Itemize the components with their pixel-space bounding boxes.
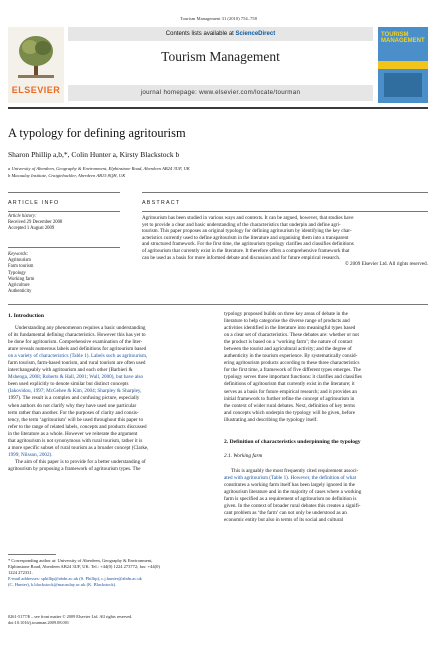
abstract-copyright: © 2009 Elsevier Ltd. All rights reserved. [344, 261, 428, 268]
footnote-line: (C. Hunter), k.blackstock@macaulay.ac.uk (K. Blackstock). [8, 582, 117, 587]
article-history [8, 214, 120, 233]
footnote-line: * Corresponding author at: University of Aberdeen, Geography & Environment, [8, 558, 153, 563]
keyword: Farm tourism [8, 264, 34, 270]
body-line: term rather than another. For the purposes of clarity and consis- [8, 409, 139, 416]
body-line: be done for agritourism. Comprehensive examination of the liter- [8, 339, 143, 346]
introduction-heading: 1. Introduction [8, 313, 44, 319]
body-line: ering agritourism products according to these three characteristics [224, 360, 360, 367]
keywords-label: Keywords: [8, 252, 29, 257]
introduction-body [8, 325, 212, 473]
footnote-line: E-mail addresses: sphillip@abdn.ac.uk (S. Phillip), c.j.hunter@abdn.ac.uk [8, 576, 142, 581]
abstract-body [142, 215, 428, 268]
body-line: in the literature as a whole. However we reiterate the argument [8, 430, 138, 437]
body-line: on a variety of characteristics (Table 1). Labels such as agritourism, [8, 353, 148, 360]
body-line: of its fundamental defining characteristics. However this has yet to [8, 332, 146, 339]
contents-prefix: Contents lists available at [165, 31, 236, 37]
journal-banner [68, 27, 373, 103]
body-line: typology serves three important functions: it clarifies and classifies [224, 374, 362, 381]
body-line: tency, the term ‘agritourism’ will be used throughout this paper to [8, 416, 144, 423]
abstract-line: tourism. This paper proposes an original typology for defining agritourism by identifying the key char- [142, 228, 352, 235]
history-label: Article history: [8, 214, 37, 219]
footnote-line: Elphinstone Road, Aberdeen AB24 3UF, UK. Tel.: +44(0) 1224 273772; fax: +44(0) [8, 564, 160, 569]
journal-homepage-link[interactable]: journal homepage: www.elsevier.com/locate/tourman [68, 85, 373, 101]
doi-line: doi:10.1016/j.tourman.2009.08.001 [8, 620, 69, 625]
keyword: Authenticity [8, 289, 32, 295]
abstract-line: acteristics currently used to define agritourism in the literature and organising them into a transparent [142, 234, 349, 241]
body-line: initial framework to further refine the concept of agritourism in [224, 395, 355, 402]
body-line: agritourism literature and in the majority of cases where a working [224, 489, 362, 496]
article-authors: Sharon Phillip a,b,*, Colin Hunter a, Kirsty Blackstock b [8, 150, 180, 159]
typology-intro [224, 311, 428, 424]
body-line: cant problem as ‘the farm’ can not only be understood as an [224, 510, 347, 517]
body-line: been used explicitly to denote similar but distinct concepts [8, 381, 129, 388]
contents-bar [68, 27, 373, 41]
journal-citation: Tourism Management 31 (2010) 754–758 [180, 16, 257, 21]
footnote-rule [8, 554, 56, 555]
cover-band [378, 61, 428, 69]
publisher-name: ELSEVIER [11, 85, 61, 95]
body-line: (Iakovidou, 1997; McGehee & Kim, 2004; Sharpley & Sharpley, [8, 388, 142, 395]
front-matter-footer [8, 614, 308, 626]
keyword: Agritourism [8, 258, 31, 264]
body-line: farm is specified as a requirement of agritourism no definition is [224, 496, 357, 503]
header-divider [8, 107, 428, 109]
abstract-line: can be used as a basis for more informed debate and discussion and for future empirical research. [142, 254, 341, 261]
abstract-rule-2 [142, 211, 428, 212]
body-line: constitutes a working farm itself has been largely ignored in the [224, 482, 355, 489]
journal-header [8, 27, 428, 103]
body-line: definitions of agritourism that currently exist in the literature; it [224, 381, 355, 388]
working-farm-body [224, 468, 428, 524]
body-divider [8, 304, 428, 305]
body-line: and concepts which underpin the typology will be given, before [224, 409, 356, 416]
section-2-heading: 2. Definition of characteristics underpinning the typology [224, 439, 361, 445]
issn-line: 0261-5177/$ – see front matter © 2009 Elsevier Ltd. All rights reserved. [8, 614, 133, 619]
body-line: given. In the context of broader rural debates this creates a signifi- [224, 503, 361, 510]
body-line: This is arguably the most frequently cited requirement associ- [231, 468, 359, 474]
abstract-line: yet to provide a clear and basic understanding of the characteristics that underpin and define agri- [142, 221, 341, 228]
sciencedirect-link[interactable]: ScienceDirect [235, 31, 276, 37]
cover-image [384, 73, 422, 97]
working-farm-subheading: 2.1. Working farm [224, 453, 263, 459]
keywords-block [8, 252, 120, 295]
body-line: Understanding any phenomenon requires a basic understanding [15, 325, 146, 331]
body-line: 1999; Nilsson, 2002). [8, 451, 53, 458]
article-info-rule-2 [8, 211, 120, 212]
accepted-date: Accepted 1 August 2009 [8, 226, 55, 232]
elsevier-logo [8, 27, 64, 103]
body-line: activities identified in the literature into meaningful types based [224, 325, 356, 332]
article-info-rule [8, 192, 120, 193]
cover-title: TOURISM MANAGEMENT [381, 32, 425, 45]
abstract-line: Agritourism has been studied in various ways and contexts. It can be argued, however, that studies have [142, 215, 354, 221]
elsevier-tree-icon [16, 33, 56, 79]
article-info-label: ARTICLE INFO [8, 200, 60, 206]
body-line: that agritourism is not synonymous with rural tourism, rather it is [8, 437, 143, 444]
affiliation-b: b Macaulay Institute, Craigiebuckler, Aberdeen AB15 8QH, UK [8, 173, 126, 178]
keyword: Typology [8, 270, 26, 276]
body-line: the product is based on a ‘working farm’; the nature of contact [224, 339, 353, 346]
journal-cover [378, 27, 428, 103]
body-line: serves as a basis for future empirical research; and it provides an [224, 388, 357, 395]
body-line: when authors do not clarify why they have used one particular [8, 402, 137, 409]
footnote [8, 558, 212, 588]
body-line: refer to the range of related labels, concepts and products discussed [8, 423, 147, 430]
body-line: agritourism by proposing a framework of agritourism types. The [8, 465, 141, 472]
body-line: on a clear set of characteristics. These debates are: whether or not [224, 332, 359, 339]
body-line: literature to help categorise the diverse range of products and [224, 318, 350, 325]
body-line: ature reveals numerous labels and definitions for agritourism based [8, 346, 147, 353]
keyword: Working farm [8, 276, 35, 282]
body-line: ated with agritourism (Table 1). However, the definition of what [224, 475, 357, 482]
body-line: between the tourist and agricultural activity; and the degree of [224, 346, 352, 353]
body-line: authenticity in the tourism experience. By systematically consid- [224, 353, 358, 360]
footnote-line: 1224 272331. [8, 570, 33, 575]
body-line: interchangeably with agritourism and each other (Barbieri & [8, 367, 133, 374]
body-line: farm tourism, farm-based tourism, and rural tourism are often used [8, 360, 146, 367]
body-line: the context of wider rural debates. Next, definition of key terms [224, 402, 356, 409]
article-title: A typology for defining agritourism [8, 126, 186, 140]
body-line: economic entity but also in terms of its social and cultural [224, 517, 344, 524]
body-line: typology proposed builds on three key areas of debate in the [224, 311, 348, 317]
abstract-label: ABSTRACT [142, 200, 181, 206]
journal-title: Tourism Management [161, 49, 280, 64]
abstract-line: of agritourism that currently exist in the literature. It therefore offers a comprehensive framework that [142, 247, 350, 254]
body-line: a more specific subset of rural tourism as a broader concept (Clarke, [8, 444, 149, 451]
abstract-line: and structured framework. For the first time, the agritourism typology clarifies and classifies definitions [142, 241, 354, 248]
abstract-rule [142, 192, 428, 193]
body-line: for the first time, a framework of five different types emerges. The [224, 367, 361, 374]
body-line: The aim of this paper is to provide for a better understanding of [15, 458, 146, 465]
keywords-rule [8, 247, 120, 248]
body-line: Mshenga, 2008; Roberts & Hall, 2001; Wall, 2000), but have also [8, 374, 144, 381]
received-date: Received 29 December 2008 [8, 220, 63, 226]
affiliation-a: a University of Aberdeen, Geography & Environment, Elphinstone Road, Aberdeen AB24 3UF, UK [8, 166, 190, 171]
keyword: Agriculture [8, 283, 30, 289]
body-line: illustrating and describing the typology itself. [224, 416, 318, 423]
body-line: 1997). The result is a complex and confusing picture, especially [8, 395, 140, 402]
